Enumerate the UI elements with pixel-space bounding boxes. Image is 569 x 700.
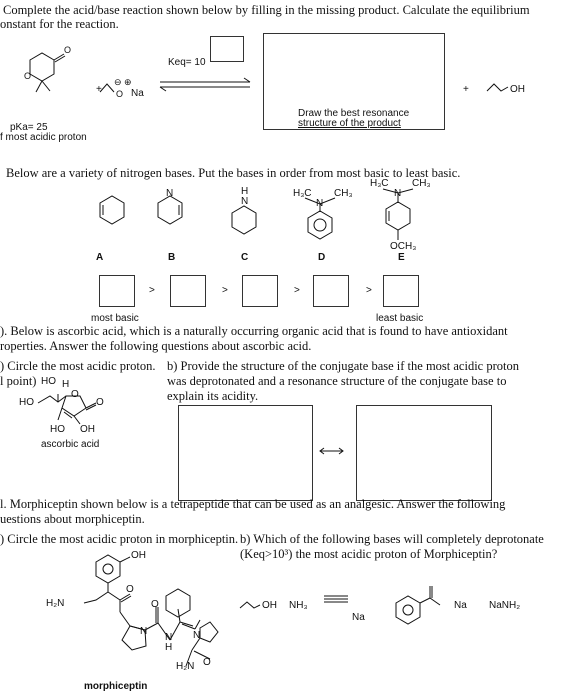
q4-intro-line1: l. Morphiceptin shown below is a tetrapeptide that can be used as an analgesic. Answer the following (0, 497, 506, 511)
keq-exponent-answer-box[interactable] (210, 36, 244, 62)
q3a-question-line2: l point) (0, 374, 37, 388)
q2-instructions: Below are a variety of nitrogen bases. Put the bases in order from most basic to least basic. (6, 166, 461, 180)
base-e-nitrogen-label: N (394, 188, 402, 199)
ascorbic-bottom-oh-label: OH (80, 424, 95, 435)
base-option-sodium-amide[interactable]: NaNH₂ (489, 600, 521, 611)
greater-than-1: > (149, 285, 155, 296)
base-label-b: B (168, 252, 176, 263)
ascorbic-acid-structure (38, 394, 96, 424)
q3a-question-line1: ) Circle the most acidic proton. (0, 359, 156, 373)
order-answer-box-1[interactable] (99, 275, 135, 307)
base-d-h3c-label: H₃C (293, 188, 312, 199)
greater-than-2: > (222, 285, 228, 296)
base-b-nitrogen-label: N (166, 188, 174, 199)
order-answer-box-4[interactable] (313, 275, 349, 307)
base-c-hydrogen-label: H (241, 186, 249, 197)
ascorbic-acid-label: ascorbic acid (41, 439, 100, 450)
q1-base-structure (100, 84, 114, 92)
least-basic-label: least basic (376, 313, 424, 324)
morphiceptin-h-label: H (165, 642, 173, 653)
morphiceptin-amide-o-label: O (203, 657, 211, 668)
conjugate-base-answer-box[interactable] (178, 405, 313, 501)
base-label-a: A (96, 252, 104, 263)
ascorbic-ring-o-label: O (71, 389, 79, 400)
q1-reactant-structure (30, 53, 65, 92)
base-option-benzoate[interactable]: Na (454, 600, 467, 611)
base-c-nitrogen-label: N (241, 196, 249, 207)
morphiceptin-structure (84, 555, 218, 666)
svg-text:O: O (24, 71, 32, 81)
base-hydroxide-structure (240, 602, 260, 608)
greater-than-3: > (294, 285, 300, 296)
q1-instructions-line1: Complete the acid/base reaction shown below by filling in the missing product. Calculate the equilibrium (3, 3, 530, 17)
q1-sodium-label: Na (131, 88, 144, 99)
base-d-nitrogen-label: N (316, 198, 324, 209)
ethanol-oh-label: OH (510, 84, 525, 95)
q4a-question: ) Circle the most acidic proton in morphiceptin. (0, 532, 239, 546)
base-option-acetylide[interactable]: Na (352, 612, 365, 623)
base-e-ch3-label: CH₃ (412, 178, 431, 189)
ascorbic-carbonyl-o-label: O (96, 397, 104, 408)
q1-plus-sign-1: + (96, 84, 102, 95)
order-answer-box-5[interactable] (383, 275, 419, 307)
order-answer-box-3[interactable] (242, 275, 278, 307)
base-e-h3c-label: H₃C (370, 178, 389, 189)
base-option-hydroxide[interactable]: OH (262, 600, 277, 611)
order-answer-box-2[interactable] (170, 275, 206, 307)
base-a-pyridine (100, 196, 124, 224)
base-label-d: D (318, 252, 326, 263)
q3b-question-line2: was deprotonated and a resonance structure of the conjugate base to (167, 374, 507, 388)
resonance-arrow (320, 448, 343, 454)
morphiceptin-n-label-2: N (165, 632, 173, 643)
base-d-ch3-label: CH₃ (334, 188, 353, 199)
morphiceptin-h2n-label: H₂N (46, 598, 65, 609)
morphiceptin-label: morphiceptin (84, 681, 148, 692)
ascorbic-h-label: H (62, 379, 70, 390)
morphiceptin-n-label-3: N (193, 630, 201, 641)
q4-intro-line2: uestions about morphiceptin. (0, 512, 145, 526)
morphiceptin-o-label-2: O (151, 599, 159, 610)
ascorbic-bottom-ho-label: HO (50, 424, 65, 435)
keq-label: Keq= 10 (168, 57, 206, 68)
q3b-question-line3: explain its acidity. (167, 389, 259, 403)
morphiceptin-n-label-1: N (140, 626, 148, 637)
q3-intro-line1: ). Below is ascorbic acid, which is a naturally occurring organic acid that is found to have antioxidant (0, 324, 508, 338)
ascorbic-left-ho-label: HO (19, 397, 34, 408)
base-b-pyridine (158, 196, 182, 224)
base-e-och3-label: OCH₃ (390, 241, 417, 252)
base-label-c: C (241, 252, 249, 263)
most-basic-label: most basic (91, 313, 139, 324)
q3-intro-line2: roperties. Answer the following questions about ascorbic acid. (0, 339, 312, 353)
q3b-question-line1: b) Provide the structure of the conjugate base if the most acidic proton (167, 359, 519, 373)
pka-label: pKa= 25 (10, 122, 48, 133)
q1-ethanol-structure (487, 84, 508, 91)
svg-text:O: O (116, 89, 124, 99)
most-acidic-proton-label: f most acidic proton (0, 132, 87, 143)
base-option-ammonia[interactable]: NH₃ (289, 600, 308, 611)
q1-plus-sign-2: + (463, 84, 469, 95)
base-label-e: E (398, 252, 405, 263)
svg-text:⊕: ⊕ (124, 77, 132, 87)
q4b-question-line2: (Keq>10³) the most acidic proton of Morphiceptin? (240, 547, 498, 561)
draw-instruction-line2: structure of the product (298, 118, 401, 129)
resonance-structure-answer-box[interactable] (356, 405, 492, 501)
morphiceptin-amide-h2n-label: H₂N (176, 661, 195, 672)
morphiceptin-o-label-1: O (126, 584, 134, 595)
base-acetylide-structure (324, 596, 348, 602)
q1-instructions-line2: onstant for the reaction. (0, 17, 119, 31)
q1-equilibrium-arrow (160, 78, 250, 91)
base-c-piperidine (232, 206, 256, 234)
draw-instruction-line1: Draw the best resonance (298, 108, 410, 119)
morphiceptin-phenol-oh-label: OH (131, 550, 146, 561)
svg-text:⊖: ⊖ (114, 77, 122, 87)
greater-than-4: > (366, 285, 372, 296)
svg-text:O: O (64, 45, 72, 55)
ascorbic-top-ho-label: HO (41, 376, 56, 387)
q4b-question-line1: b) Which of the following bases will completely deprotonate (240, 532, 544, 546)
base-benzoate-structure (396, 586, 440, 624)
